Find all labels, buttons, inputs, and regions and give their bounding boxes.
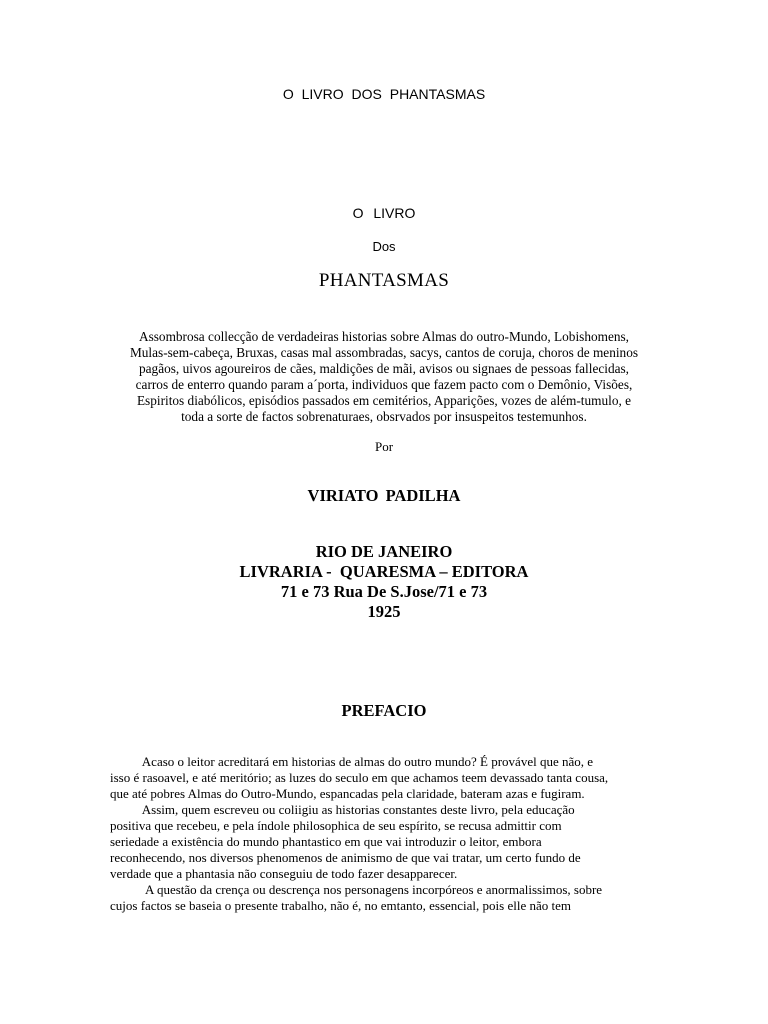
description-line: Mulas-sem-cabeça, Bruxas, casas mal assombradas, sacys, cantos de coruja, choros de meninos xyxy=(129,345,639,360)
publisher-city: RIO DE JANEIRO xyxy=(315,542,453,561)
body-line: A questão da crença ou descrença nos personagens incorpóreos e anormalissimos, sobre xyxy=(110,882,603,897)
description-line: Espiritos diabólicos, episódios passados em cemitérios, Apparições, vozes de além-tumulo, e xyxy=(136,393,632,408)
description-line: carros de enterro quando param a´porta, individuos que fazem pacto com o Demônio, Visões, xyxy=(135,377,633,392)
title-dos: Dos xyxy=(372,239,396,254)
body-line: reconhecendo, nos diversos phenomenos de animismo de que vai tratar, um certo fundo de xyxy=(110,850,581,865)
prefacio-heading: PREFACIO xyxy=(341,701,427,720)
description-line: toda a sorte de factos sobrenaturaes, obsrvados por insuspeitos testemunhos. xyxy=(181,409,587,424)
body-line: que até pobres Almas do Outro-Mundo, espancadas pela claridade, bateram azas e fugiram. xyxy=(110,786,585,801)
running-title: O LIVRO DOS PHANTASMAS xyxy=(282,86,486,102)
publisher-name: LIVRARIA - QUARESMA – EDITORA xyxy=(239,562,529,581)
description-line: Assombrosa collecção de verdadeiras historias sobre Almas do outro-Mundo, Lobishomens, xyxy=(138,329,630,344)
body-line: Acaso o leitor acreditará em historias de almas do outro mundo? É provável que não, e xyxy=(110,754,594,769)
publisher-block xyxy=(0,542,768,622)
book-description xyxy=(100,329,668,425)
body-line: isso é rasoavel, e até meritório; as luzes do seculo em que achamos teem devassado tanta cousa, xyxy=(110,770,609,785)
byline-por: Por xyxy=(374,439,394,454)
body-line: Assim, quem escreveu ou coliigiu as historias constantes deste livro, pela educação xyxy=(110,802,575,817)
title-phantasmas: PHANTASMAS xyxy=(318,270,450,291)
body-line: seriedade a existência do mundo phantastico em que vai introduzir o leitor, embora xyxy=(110,834,542,849)
publication-year: 1925 xyxy=(367,602,401,621)
body-line: positiva que recebeu, e pela índole philosophica de seu espírito, se recusa admittir com xyxy=(110,818,562,833)
publisher-address: 71 e 73 Rua De S.Jose/71 e 73 xyxy=(280,582,488,601)
description-line: pagãos, uivos agoureiros de cães, maldições de mãi, avisos ou signaes de pessoas fallecidas, xyxy=(139,361,629,376)
prefacio-body xyxy=(110,754,666,914)
title-o-livro: O LIVRO xyxy=(352,205,416,221)
body-line: verdade que a phantasia não conseguiu de todo fazer desapparecer. xyxy=(110,866,458,881)
author-name: VIRIATO PADILHA xyxy=(307,486,461,505)
body-line: cujos factos se baseia o presente trabalho, não é, no emtanto, essencial, pois elle não tem xyxy=(110,898,571,913)
